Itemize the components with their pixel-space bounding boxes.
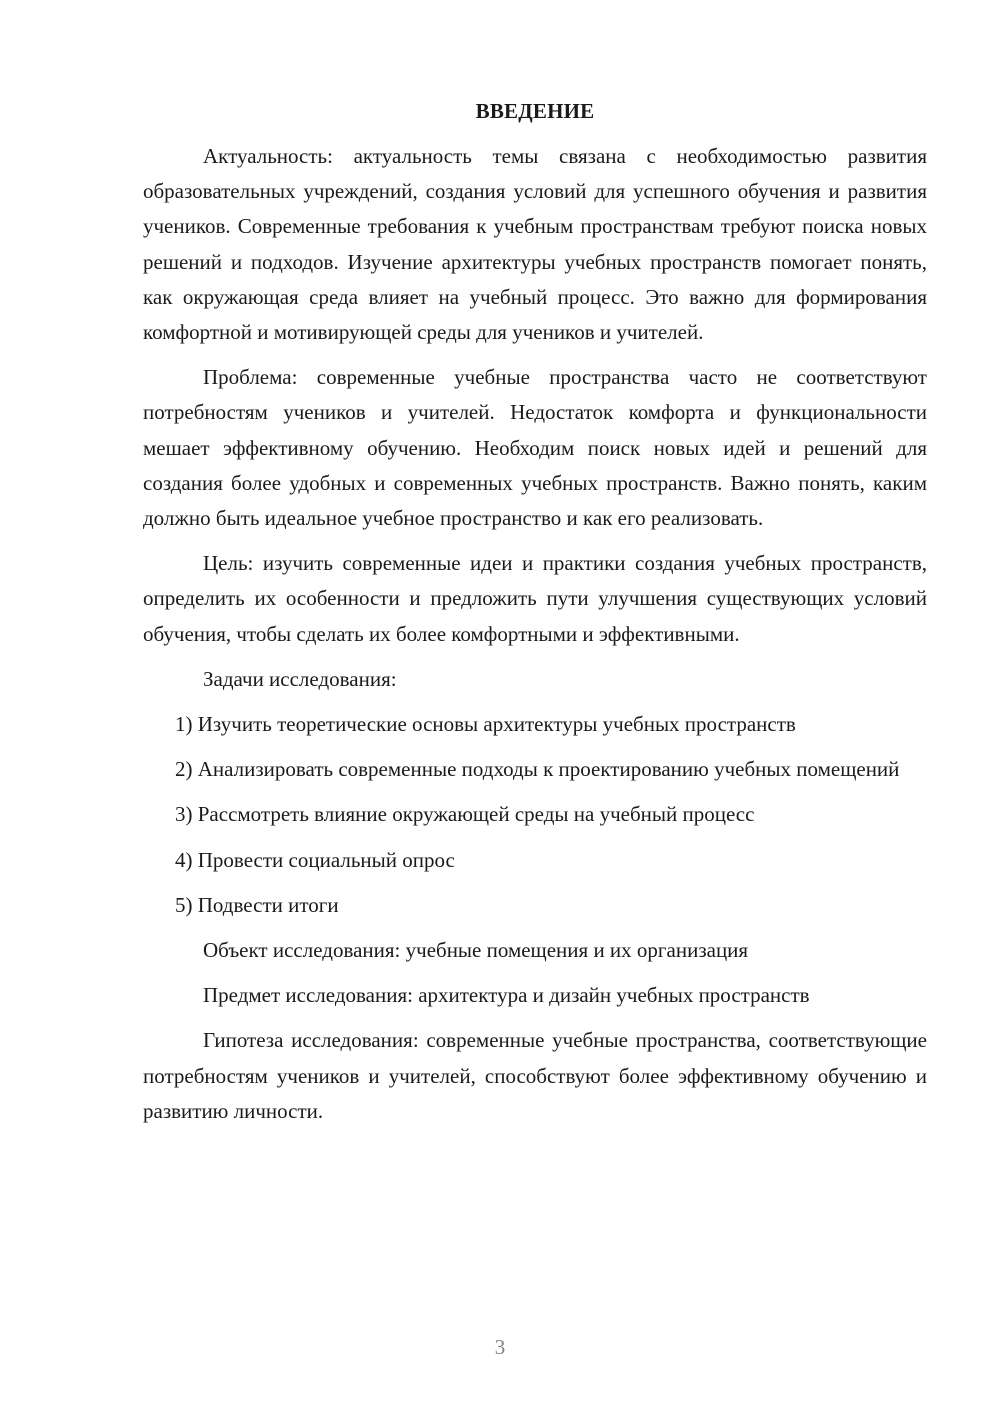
relevance-paragraph: Актуальность: актуальность темы связана с необходимостью развития образовательных учреждений, создания условий для успешного обучения и развития учеников. Современные требования к учебным пространствам требуют поиска новых решений и подходов. Изучение архитектуры учебных пространств помогает понять, как окружающая среда влияет на учебный процесс. Это важно для формирования комфортной и мотивирующей среды для учеников и учителей.	[143, 144, 927, 345]
task-item-2: 2) Анализировать современные подходы к проектированию учебных помещений	[175, 757, 900, 782]
subject-paragraph: Предмет исследования: архитектура и дизайн учебных пространств	[203, 983, 810, 1008]
task-item-1: 1) Изучить теоретические основы архитектуры учебных пространств	[175, 712, 796, 737]
page-content	[143, 96, 927, 1139]
task-item-4: 4) Провести социальный опрос	[175, 847, 455, 872]
hypothesis-paragraph: Гипотеза исследования: современные учебные пространства, соответствующие потребностям учеников и учителей, способствуют более эффективному обучению и развитию личности.	[143, 1028, 927, 1123]
task-item-3: 3) Рассмотреть влияние окружающей среды на учебный процесс	[175, 802, 755, 827]
task-item-5: 5) Подвести итоги	[175, 892, 339, 917]
page-number: 3	[494, 1335, 506, 1359]
goal-paragraph: Цель: изучить современные идеи и практики создания учебных пространств, определить их особенности и предложить пути улучшения существующих условий обучения, чтобы сделать их более комфортными и эффективными.	[143, 551, 927, 646]
tasks-heading: Задачи исследования:	[203, 666, 397, 691]
object-paragraph: Объект исследования: учебные помещения и их организация	[203, 938, 749, 963]
problem-paragraph: Проблема: современные учебные пространства часто не соответствуют потребностям учеников и учителей. Недостаток комфорта и функциональности мешает эффективному обучению. Необходим поиск новых идей и решений для создания более удобных и современных учебных пространств. Важно понять, каким должно быть идеальное учебное пространство и как его реализовать.	[143, 365, 927, 531]
section-heading: ВВЕДЕНИЕ	[475, 99, 595, 123]
